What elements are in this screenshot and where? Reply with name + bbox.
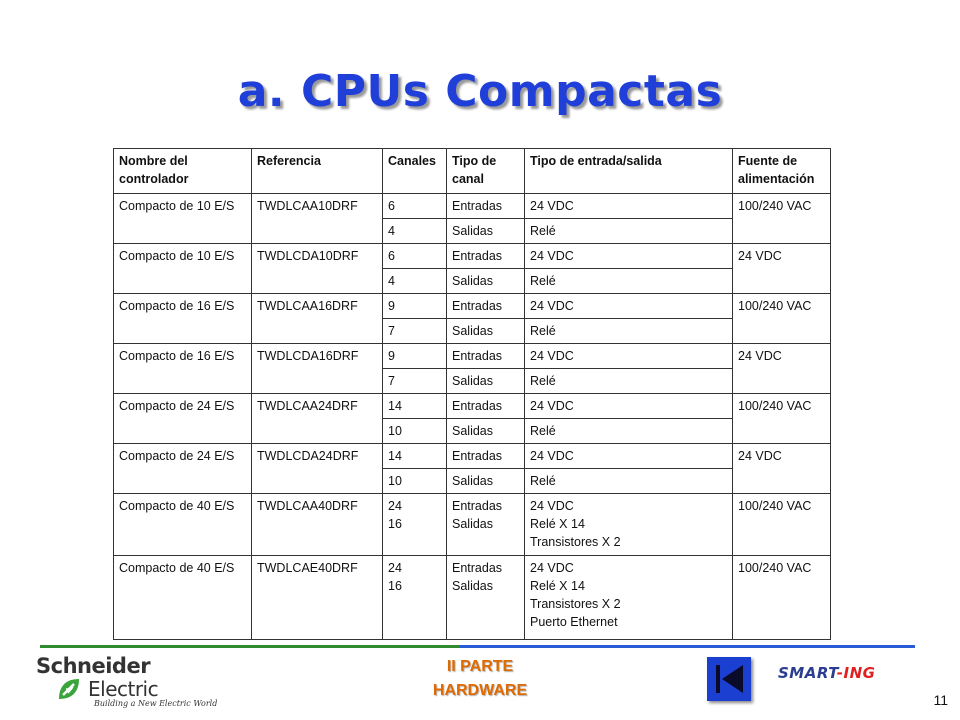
channel-type-cell: Entradas xyxy=(447,244,525,269)
power-supply-cell: 100/240 VAC xyxy=(733,394,831,444)
channel-type-cell: Salidas xyxy=(447,419,525,444)
channels-cell: 24 16 xyxy=(383,494,447,556)
power-supply-cell: 100/240 VAC xyxy=(733,194,831,244)
channel-type-cell: Entradas Salidas xyxy=(447,494,525,556)
io-type-cell: 24 VDC xyxy=(525,194,733,219)
io-type-cell: Relé xyxy=(525,469,733,494)
channels-cell: 6 xyxy=(383,244,447,269)
header-cell: Nombre del controlador xyxy=(114,149,252,194)
io-type-cell: 24 VDC xyxy=(525,244,733,269)
power-supply-cell: 24 VDC xyxy=(733,244,831,294)
table-row xyxy=(114,444,831,469)
channels-cell: 14 xyxy=(383,394,447,419)
controller-name-cell: Compacto de 16 E/S xyxy=(114,344,252,394)
power-supply-cell: 24 VDC xyxy=(733,444,831,494)
channel-type-cell: Entradas xyxy=(447,444,525,469)
header-cell: Fuente de alimentación xyxy=(733,149,831,194)
channel-type-cell: Entradas xyxy=(447,394,525,419)
io-type-cell: Relé xyxy=(525,269,733,294)
controller-name-cell: Compacto de 24 E/S xyxy=(114,444,252,494)
channels-cell: 9 xyxy=(383,294,447,319)
channels-cell: 6 xyxy=(383,194,447,219)
skip-to-first-icon xyxy=(707,657,751,701)
io-type-cell: Relé xyxy=(525,219,733,244)
channels-cell: 14 xyxy=(383,444,447,469)
controller-name-cell: Compacto de 16 E/S xyxy=(114,294,252,344)
logo-text-line2: Electric xyxy=(88,677,159,701)
io-type-cell: 24 VDC xyxy=(525,294,733,319)
channel-type-cell: Entradas xyxy=(447,194,525,219)
table-row xyxy=(114,244,831,269)
reference-cell: TWDLCAA16DRF xyxy=(252,294,383,344)
slide-title: a. CPUs Compactas xyxy=(237,66,723,117)
footer-rule-green xyxy=(40,645,460,648)
channel-type-cell: Salidas xyxy=(447,219,525,244)
io-type-cell: 24 VDC Relé X 14 Transistores X 2 xyxy=(525,494,733,556)
power-supply-cell: 100/240 VAC xyxy=(733,294,831,344)
table-row xyxy=(114,344,831,369)
controller-name-cell: Compacto de 40 E/S xyxy=(114,556,252,640)
power-supply-cell: 24 VDC xyxy=(733,344,831,394)
table-row xyxy=(114,494,831,556)
channels-cell: 4 xyxy=(383,269,447,294)
io-type-cell: 24 VDC xyxy=(525,344,733,369)
brand-part1: SMART xyxy=(778,664,837,682)
logo-tagline: Building a New Electric World xyxy=(94,699,218,708)
table-row xyxy=(114,294,831,319)
channel-type-cell: Salidas xyxy=(447,369,525,394)
header-cell: Canales xyxy=(383,149,447,194)
reference-cell: TWDLCDA24DRF xyxy=(252,444,383,494)
reference-cell: TWDLCDA16DRF xyxy=(252,344,383,394)
section-label-line2: HARDWARE xyxy=(432,682,528,699)
reference-cell: TWDLCAA24DRF xyxy=(252,394,383,444)
channel-type-cell: Entradas xyxy=(447,344,525,369)
controller-name-cell: Compacto de 40 E/S xyxy=(114,494,252,556)
io-type-cell: 24 VDC xyxy=(525,444,733,469)
reference-cell: TWDLCAE40DRF xyxy=(252,556,383,640)
cpu-spec-table xyxy=(113,148,831,640)
io-type-cell: 24 VDC xyxy=(525,394,733,419)
io-type-cell: Relé xyxy=(525,419,733,444)
controller-name-cell: Compacto de 10 E/S xyxy=(114,194,252,244)
page-number: 11 xyxy=(933,692,948,708)
channel-type-cell: Entradas Salidas xyxy=(447,556,525,640)
schneider-electric-logo xyxy=(32,652,232,710)
power-supply-cell: 100/240 VAC xyxy=(733,556,831,640)
footer-rule-blue xyxy=(460,645,915,648)
io-type-cell: 24 VDC Relé X 14 Transistores X 2 Puerto Ethernet xyxy=(525,556,733,640)
channels-cell: 4 xyxy=(383,219,447,244)
io-type-cell: Relé xyxy=(525,369,733,394)
channel-type-cell: Salidas xyxy=(447,269,525,294)
channels-cell: 7 xyxy=(383,369,447,394)
controller-name-cell: Compacto de 10 E/S xyxy=(114,244,252,294)
channel-type-cell: Entradas xyxy=(447,294,525,319)
logo-text-line1: Schneider xyxy=(36,654,151,678)
reference-cell: TWDLCDA10DRF xyxy=(252,244,383,294)
section-label-line1: II PARTE xyxy=(446,658,514,675)
schneider-leaf-icon xyxy=(56,676,82,702)
channel-type-cell: Salidas xyxy=(447,469,525,494)
channels-cell: 10 xyxy=(383,469,447,494)
smart-ing-logo xyxy=(778,664,918,688)
reference-cell: TWDLCAA40DRF xyxy=(252,494,383,556)
io-type-cell: Relé xyxy=(525,319,733,344)
first-slide-button[interactable] xyxy=(707,657,751,701)
table-header-row xyxy=(114,149,831,194)
controller-name-cell: Compacto de 24 E/S xyxy=(114,394,252,444)
section-label xyxy=(380,655,580,703)
header-cell: Tipo de entrada/salida xyxy=(525,149,733,194)
channels-cell: 10 xyxy=(383,419,447,444)
table-row xyxy=(114,556,831,640)
channel-type-cell: Salidas xyxy=(447,319,525,344)
channels-cell: 9 xyxy=(383,344,447,369)
header-cell: Referencia xyxy=(252,149,383,194)
table-row xyxy=(114,194,831,219)
reference-cell: TWDLCAA10DRF xyxy=(252,194,383,244)
brand-part2: ING xyxy=(843,664,876,682)
channels-cell: 7 xyxy=(383,319,447,344)
power-supply-cell: 100/240 VAC xyxy=(733,494,831,556)
header-cell: Tipo de canal xyxy=(447,149,525,194)
table-row xyxy=(114,394,831,419)
channels-cell: 24 16 xyxy=(383,556,447,640)
brand-separator: - xyxy=(836,664,844,682)
